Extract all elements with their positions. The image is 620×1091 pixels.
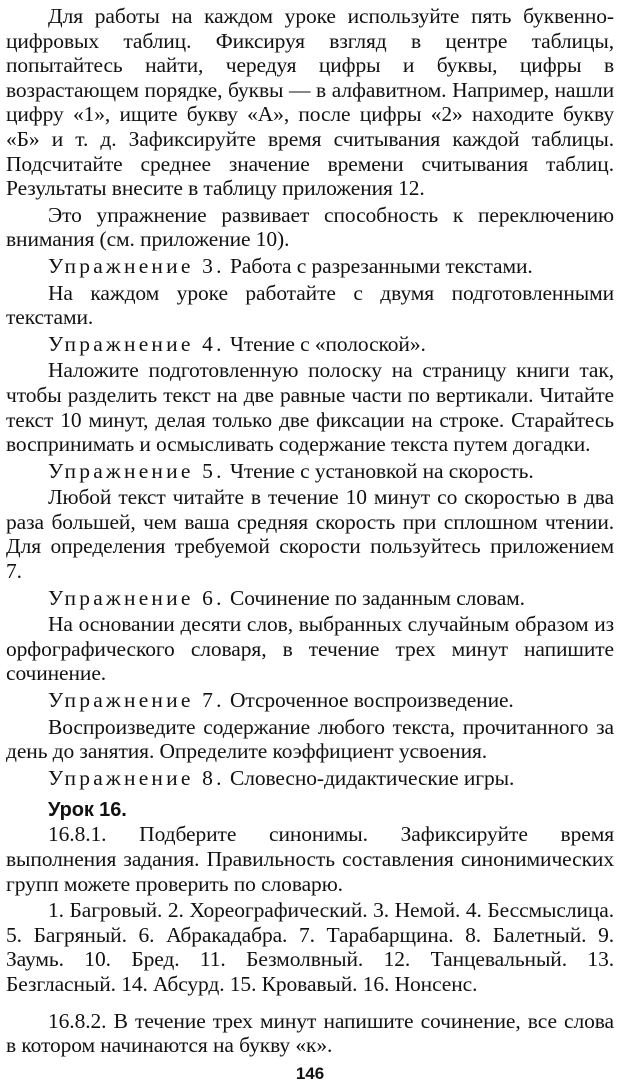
exercise-7-text: Воспроизведите содержание любого текста, прочитанного за день до занятия. Определите коэффициент усвоения. xyxy=(6,714,614,764)
lesson-task-1: 16.8.1. Подберите синонимы. Зафиксируйте время выполнения задания. Правильность составления синонимических групп можете проверить по словарю. xyxy=(6,822,614,896)
exercise-4-heading xyxy=(6,332,614,357)
synonym-word-list: 1. Багровый. 2. Хореографический. 3. Немой. 4. Бессмыслица. 5. Багряный. 6. Абракадабра. 7. Тарабарщина. 8. Балетный. 9. Заумь. 10. Бред. 11. Безмолвный. 12. Танцевальный. 13. Безгласный. 14. Абсурд. 15. Кровавый. 16. Нонсенс. xyxy=(6,898,614,996)
page-body xyxy=(6,4,614,1060)
exercise-7-heading xyxy=(6,688,614,713)
lesson-task-2: 16.8.2. В течение трех минут напишите сочинение, все слова в котором начинаются на букву «к». xyxy=(6,1008,614,1058)
intro-paragraph: Для работы на каждом уроке используйте пять буквенно-цифровых таблиц. Фиксируя взгляд в центре таблицы, попытайтесь найти, чередуя цифры и буквы, цифры в возрастающем порядке, буквы — в алфавитном. Например, нашли цифру «1», ищите букву «А», после цифры «2» находите букву «Б» и т. д. Зафиксируйте время считывания каждой таблицы. Подсчитайте среднее значение времени считывания таблиц. Результаты внесите в таблицу приложения 12. xyxy=(6,4,614,201)
exercise-8-title: Словесно-дидактические игры. xyxy=(229,765,515,790)
exercise-6-heading xyxy=(6,586,614,611)
exercise-3-title: Работа с разрезанными текстами. xyxy=(229,253,533,278)
exercise-5-title: Чтение с установкой на скорость. xyxy=(229,458,534,483)
exercise-7-label: Упражнение 7. xyxy=(48,688,225,713)
exercise-6-label: Упражнение 6. xyxy=(48,585,225,610)
exercise-4-title: Чтение с «полоской». xyxy=(229,331,426,356)
exercise-8-label: Упражнение 8. xyxy=(48,765,225,790)
exercise-4-label: Упражнение 4. xyxy=(48,331,225,356)
exercise-3-text: На каждом уроке работайте с двумя подготовленными текстами. xyxy=(6,280,614,330)
exercise-7-title: Отсроченное воспроизведение. xyxy=(229,688,514,713)
exercise-8-heading xyxy=(6,766,614,791)
exercise-5-label: Упражнение 5. xyxy=(48,458,225,483)
exercise-6-title: Сочинение по заданным словам. xyxy=(229,585,525,610)
exercise-3-label: Упражнение 3. xyxy=(48,253,225,278)
exercise-5-text: Любой текст читайте в течение 10 минут со скоростью в два раза большей, чем ваша средняя скорость при сплошном чтении. Для определения требуемой скорости пользуйтесь приложением 7. xyxy=(6,485,614,584)
exercise-6-text: На основании десяти слов, выбранных случайным образом из орфографического словаря, в течение трех минут напишите сочинение. xyxy=(6,612,614,686)
lesson-heading: Урок 16. xyxy=(48,799,127,822)
attention-note: Это упражнение развивает способность к переключению внимания (см. приложение 10). xyxy=(6,202,614,252)
page-number: 146 xyxy=(295,1064,325,1083)
exercise-3-heading xyxy=(6,254,614,279)
exercise-4-text: Наложите подготовленную полоску на страницу книги так, чтобы разделить текст на две равные части по вертикали. Читайте текст 10 минут, делая только две фиксации на строке. Старайтесь воспринимать и осмысливать содержание текста путем догадки. xyxy=(6,358,614,457)
exercise-5-heading xyxy=(6,459,614,484)
